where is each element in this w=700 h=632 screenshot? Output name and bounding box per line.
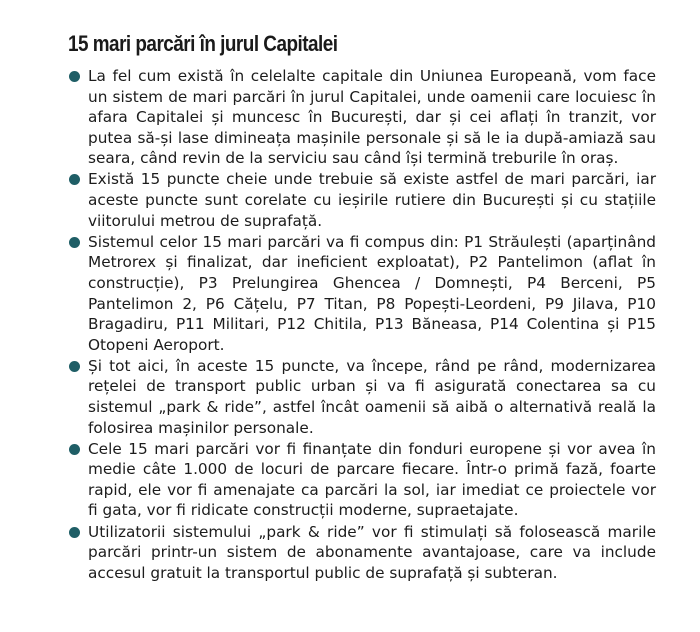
list-item (68, 232, 656, 356)
list-item (68, 66, 656, 169)
bullet-dot-icon (69, 237, 80, 248)
list-item (68, 522, 656, 584)
bullet-list (68, 66, 656, 584)
bullet-text: La fel cum există în celelalte capitale din Uniunea Europeană, vom face un sistem de mari parcări în jurul Capitalei, unde oamenii care locuiesc în afara Capitalei și muncesc în București, dar și cei aflați în tranzit, vor putea să-și lase dimineața mașinile personale și să le ia după-amiază sau seara, când revin de la serviciu sau când își termină treburile în oraș. (88, 67, 656, 168)
page-title: 15 mari parcări în jurul Capitalei (68, 31, 338, 56)
bullet-dot-icon (69, 361, 80, 372)
bullet-text: Există 15 puncte cheie unde trebuie să existe astfel de mari parcări, iar aceste puncte sunt corelate cu ieșirile rutiere din București și cu stațiile viitorului metrou de suprafață. (88, 170, 656, 230)
bullet-text: Sistemul celor 15 mari parcări va fi compus din: P1 Străulești (aparținând Metrorex și finalizat, dar ineficient exploatat), P2 Pantelimon (aflat în construcție), P3 Prelungirea Ghencea / Domnești, P4 Berceni, P5 Pantelimon 2, P6 Cățelu, P7 Titan, P8 Popești-Leordeni, P9 Jilava, P10 Bragadiru, P11 Militari, P12 Chitila, P13 Băneasa, P14 Colentina și P15 Otopeni Aeroport. (88, 232, 656, 354)
bullet-dot-icon (69, 527, 80, 538)
bullet-text: Și tot aici, în aceste 15 puncte, va începe, rând pe rând, modernizarea rețelei de transport public urban și va fi asigurată conectarea sa cu sistemul „park & ride”, astfel încât oamenii să aibă o alternativă reală la folosirea mașinilor personale. (88, 356, 656, 437)
bullet-dot-icon (69, 174, 80, 185)
bullet-dot-icon (69, 444, 80, 455)
bullet-text: Utilizatorii sistemului „park & ride” vor fi stimulați să folosească marile parcări printr-un sistem de abonamente avantajoase, care va include accesul gratuit la transportul public de suprafață și subteran. (88, 522, 656, 582)
list-item (68, 439, 656, 521)
list-item (68, 169, 656, 231)
list-item (68, 356, 656, 438)
bullet-text: Cele 15 mari parcări vor fi finanțate din fonduri europene și vor avea în medie câte 1.000 de locuri de parcare fiecare. Într-o primă fază, foarte rapid, ele vor fi amenajate ca parcări la sol, iar imediat ce proiectele vor fi gata, vor fi ridicate construcții moderne, supraetajate. (88, 439, 656, 520)
bullet-dot-icon (69, 71, 80, 82)
